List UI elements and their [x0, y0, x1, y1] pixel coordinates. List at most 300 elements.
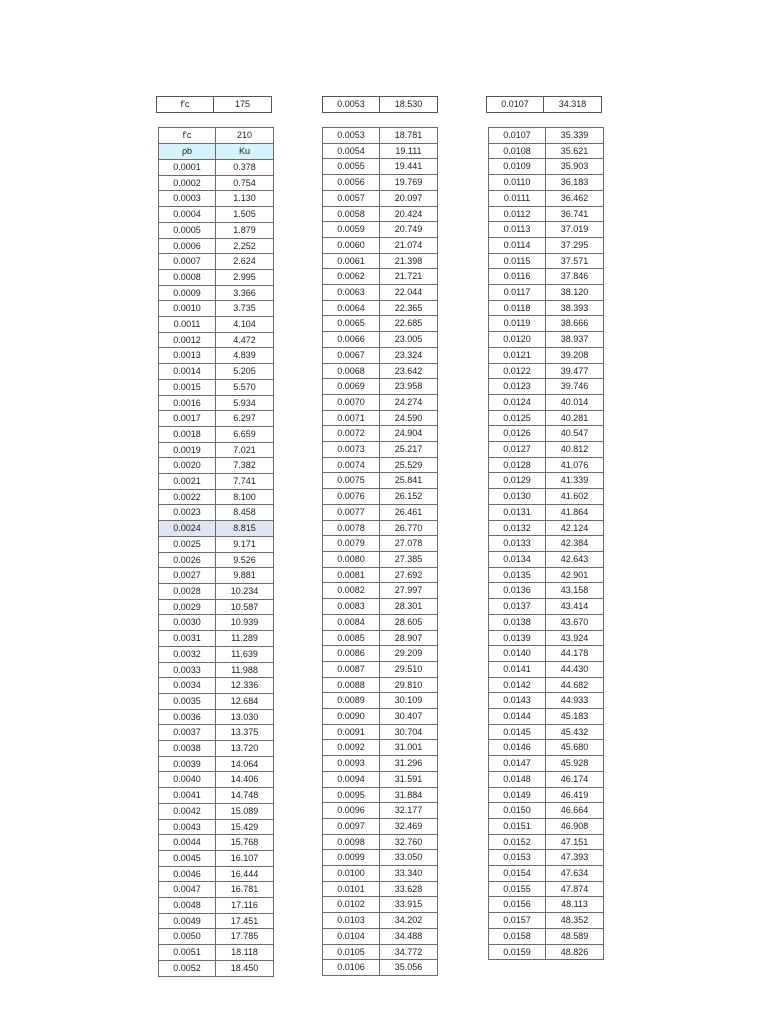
- ku-cell[interactable]: 45.680: [546, 740, 604, 756]
- rho-cell[interactable]: 0.0010: [159, 301, 216, 317]
- ku-cell[interactable]: 9.171: [216, 536, 274, 552]
- ku-cell[interactable]: 46.419: [546, 787, 604, 803]
- rho-cell[interactable]: 0.0106: [323, 960, 380, 976]
- ku-cell[interactable]: 23.642: [380, 363, 438, 379]
- rho-cell[interactable]: 0.0100: [323, 866, 380, 882]
- rho-cell[interactable]: 0.0049: [159, 913, 216, 929]
- rho-cell[interactable]: 0.0153: [489, 850, 546, 866]
- rho-cell[interactable]: 0.0024: [159, 521, 216, 537]
- rho-cell[interactable]: 0.0116: [489, 269, 546, 285]
- ku-cell[interactable]: 13.375: [216, 725, 274, 741]
- rho-cell[interactable]: 0.0048: [159, 898, 216, 914]
- rho-cell[interactable]: 0.0068: [323, 363, 380, 379]
- rho-cell[interactable]: 0.0003: [159, 191, 216, 207]
- ku-cell[interactable]: 27.997: [380, 583, 438, 599]
- rho-cell[interactable]: 0.0029: [159, 599, 216, 615]
- ku-cell[interactable]: 31.884: [380, 787, 438, 803]
- ku-cell[interactable]: 33.340: [380, 866, 438, 882]
- rho-cell[interactable]: 0.0108: [489, 143, 546, 159]
- ku-cell[interactable]: 29.810: [380, 677, 438, 693]
- rho-cell[interactable]: 0.0025: [159, 536, 216, 552]
- rho-cell[interactable]: 0.0122: [489, 363, 546, 379]
- ku-cell[interactable]: 42.384: [546, 536, 604, 552]
- ku-cell[interactable]: 29.510: [380, 661, 438, 677]
- ku-cell[interactable]: 26.461: [380, 504, 438, 520]
- rho-cell[interactable]: 0.0151: [489, 818, 546, 834]
- rho-cell[interactable]: 0.0147: [489, 756, 546, 772]
- ku-cell[interactable]: 45.432: [546, 724, 604, 740]
- rho-cell[interactable]: 0.0033: [159, 662, 216, 678]
- rho-cell[interactable]: 0.0045: [159, 850, 216, 866]
- ku-cell[interactable]: 47.634: [546, 866, 604, 882]
- ku-cell[interactable]: 14.748: [216, 788, 274, 804]
- rho-cell[interactable]: 0.0026: [159, 552, 216, 568]
- ku-cell[interactable]: 15.429: [216, 819, 274, 835]
- rho-cell[interactable]: 0.0110: [489, 175, 546, 191]
- rho-cell[interactable]: 0.0154: [489, 866, 546, 882]
- ku-cell[interactable]: 35.903: [546, 159, 604, 175]
- rho-cell[interactable]: 0.0002: [159, 175, 216, 191]
- rho-cell[interactable]: 0.0135: [489, 567, 546, 583]
- fc-value-cell[interactable]: 210: [216, 128, 274, 144]
- rho-cell[interactable]: 0.0104: [323, 928, 380, 944]
- rho-cell[interactable]: 0.0020: [159, 458, 216, 474]
- rho-cell[interactable]: 0.0080: [323, 551, 380, 567]
- rho-cell[interactable]: 0.0107: [489, 128, 546, 144]
- summary-cell-rho[interactable]: 0.0107: [487, 97, 544, 113]
- ku-cell[interactable]: 33.915: [380, 897, 438, 913]
- rho-cell[interactable]: 0.0066: [323, 332, 380, 348]
- ku-cell[interactable]: 7.741: [216, 474, 274, 490]
- ku-cell[interactable]: 48.113: [546, 897, 604, 913]
- ku-cell[interactable]: 15.089: [216, 803, 274, 819]
- ku-cell[interactable]: 16.107: [216, 850, 274, 866]
- ku-cell[interactable]: 8.458: [216, 505, 274, 521]
- rho-cell[interactable]: 0.0060: [323, 237, 380, 253]
- summary-cell-ku[interactable]: 18.530: [380, 97, 438, 113]
- rho-cell[interactable]: 0.0143: [489, 693, 546, 709]
- rho-cell[interactable]: 0.0095: [323, 787, 380, 803]
- rho-cell[interactable]: 0.0078: [323, 520, 380, 536]
- ku-cell[interactable]: 22.365: [380, 300, 438, 316]
- ku-cell[interactable]: 25.841: [380, 473, 438, 489]
- ku-cell[interactable]: 23.324: [380, 347, 438, 363]
- ku-cell[interactable]: 12.684: [216, 693, 274, 709]
- ku-cell[interactable]: 36.183: [546, 175, 604, 191]
- rho-cell[interactable]: 0.0052: [159, 960, 216, 976]
- rho-cell[interactable]: 0.0056: [323, 175, 380, 191]
- rho-cell[interactable]: 0.0019: [159, 442, 216, 458]
- ku-cell[interactable]: 13.030: [216, 709, 274, 725]
- ku-cell[interactable]: 1.879: [216, 222, 274, 238]
- ku-cell[interactable]: 11.639: [216, 646, 274, 662]
- rho-cell[interactable]: 0.0090: [323, 709, 380, 725]
- rho-cell[interactable]: 0.0041: [159, 788, 216, 804]
- ku-cell[interactable]: 23.005: [380, 332, 438, 348]
- rho-cell[interactable]: 0.0008: [159, 269, 216, 285]
- rho-cell[interactable]: 0.0079: [323, 536, 380, 552]
- rho-cell[interactable]: 0.0067: [323, 347, 380, 363]
- ku-cell[interactable]: 12.336: [216, 678, 274, 694]
- rho-cell[interactable]: 0.0085: [323, 630, 380, 646]
- ku-cell[interactable]: 31.001: [380, 740, 438, 756]
- rho-cell[interactable]: 0.0054: [323, 143, 380, 159]
- rho-cell[interactable]: 0.0044: [159, 835, 216, 851]
- ku-cell[interactable]: 37.295: [546, 237, 604, 253]
- ku-cell[interactable]: 22.685: [380, 316, 438, 332]
- rho-cell[interactable]: 0.0001: [159, 160, 216, 176]
- ku-cell[interactable]: 40.812: [546, 442, 604, 458]
- rho-cell[interactable]: 0.0063: [323, 285, 380, 301]
- summary-cell-label[interactable]: f'c: [157, 97, 214, 113]
- ku-cell[interactable]: 0.754: [216, 175, 274, 191]
- ku-cell[interactable]: 46.664: [546, 803, 604, 819]
- ku-cell[interactable]: 2.624: [216, 254, 274, 270]
- ku-cell[interactable]: 35.056: [380, 960, 438, 976]
- rho-cell[interactable]: 0.0091: [323, 724, 380, 740]
- ku-cell[interactable]: 33.050: [380, 850, 438, 866]
- fc-label-cell[interactable]: f'c: [159, 128, 216, 144]
- ku-cell[interactable]: 39.208: [546, 347, 604, 363]
- ku-cell[interactable]: 23.958: [380, 379, 438, 395]
- rho-cell[interactable]: 0.0023: [159, 505, 216, 521]
- ku-cell[interactable]: 17.785: [216, 929, 274, 945]
- rho-cell[interactable]: 0.0062: [323, 269, 380, 285]
- ku-cell[interactable]: 16.444: [216, 866, 274, 882]
- ku-cell[interactable]: 26.152: [380, 489, 438, 505]
- rho-cell[interactable]: 0.0117: [489, 285, 546, 301]
- ku-cell[interactable]: 39.477: [546, 363, 604, 379]
- summary-cell-value[interactable]: 175: [214, 97, 272, 113]
- ku-cell[interactable]: 4.104: [216, 317, 274, 333]
- ku-cell[interactable]: 9.526: [216, 552, 274, 568]
- rho-cell[interactable]: 0.0114: [489, 237, 546, 253]
- ku-cell[interactable]: 3.735: [216, 301, 274, 317]
- rho-cell[interactable]: 0.0069: [323, 379, 380, 395]
- rho-cell[interactable]: 0.0027: [159, 568, 216, 584]
- ku-cell[interactable]: 9.881: [216, 568, 274, 584]
- rho-cell[interactable]: 0.0134: [489, 551, 546, 567]
- ku-cell[interactable]: 40.547: [546, 426, 604, 442]
- ku-cell[interactable]: 27.078: [380, 536, 438, 552]
- ku-cell[interactable]: 6.659: [216, 426, 274, 442]
- rho-cell[interactable]: 0.0102: [323, 897, 380, 913]
- ku-cell[interactable]: 43.158: [546, 583, 604, 599]
- ku-cell[interactable]: 10.939: [216, 615, 274, 631]
- ku-cell[interactable]: 44.178: [546, 646, 604, 662]
- rho-cell[interactable]: 0.0133: [489, 536, 546, 552]
- rho-cell[interactable]: 0.0014: [159, 364, 216, 380]
- ku-cell[interactable]: 8.100: [216, 489, 274, 505]
- rho-cell[interactable]: 0.0047: [159, 882, 216, 898]
- ku-cell[interactable]: 20.097: [380, 190, 438, 206]
- rho-cell[interactable]: 0.0064: [323, 300, 380, 316]
- rho-cell[interactable]: 0.0007: [159, 254, 216, 270]
- rho-cell[interactable]: 0.0112: [489, 206, 546, 222]
- summary-cell-rho[interactable]: 0.0053: [323, 97, 380, 113]
- rho-cell[interactable]: 0.0121: [489, 347, 546, 363]
- ku-cell[interactable]: 1.505: [216, 207, 274, 223]
- column-header-rho[interactable]: ρb: [159, 144, 216, 160]
- ku-cell[interactable]: 27.692: [380, 567, 438, 583]
- ku-cell[interactable]: 36.462: [546, 190, 604, 206]
- ku-cell[interactable]: 47.393: [546, 850, 604, 866]
- ku-cell[interactable]: 4.472: [216, 332, 274, 348]
- rho-cell[interactable]: 0.0065: [323, 316, 380, 332]
- rho-cell[interactable]: 0.0148: [489, 771, 546, 787]
- ku-cell[interactable]: 18.450: [216, 960, 274, 976]
- rho-cell[interactable]: 0.0098: [323, 834, 380, 850]
- ku-cell[interactable]: 10.587: [216, 599, 274, 615]
- rho-cell[interactable]: 0.0028: [159, 583, 216, 599]
- rho-cell[interactable]: 0.0076: [323, 489, 380, 505]
- ku-cell[interactable]: 24.904: [380, 426, 438, 442]
- rho-cell[interactable]: 0.0141: [489, 661, 546, 677]
- rho-cell[interactable]: 0.0115: [489, 253, 546, 269]
- ku-cell[interactable]: 11.988: [216, 662, 274, 678]
- ku-cell[interactable]: 38.666: [546, 316, 604, 332]
- rho-cell[interactable]: 0.0094: [323, 771, 380, 787]
- rho-cell[interactable]: 0.0009: [159, 285, 216, 301]
- ku-cell[interactable]: 15.768: [216, 835, 274, 851]
- ku-cell[interactable]: 14.064: [216, 756, 274, 772]
- rho-cell[interactable]: 0.0073: [323, 442, 380, 458]
- rho-cell[interactable]: 0.0057: [323, 190, 380, 206]
- ku-cell[interactable]: 46.174: [546, 771, 604, 787]
- ku-cell[interactable]: 44.430: [546, 661, 604, 677]
- rho-cell[interactable]: 0.0055: [323, 159, 380, 175]
- ku-cell[interactable]: 26.770: [380, 520, 438, 536]
- rho-cell[interactable]: 0.0155: [489, 881, 546, 897]
- ku-cell[interactable]: 6.297: [216, 411, 274, 427]
- ku-cell[interactable]: 32.469: [380, 818, 438, 834]
- ku-cell[interactable]: 45.183: [546, 709, 604, 725]
- ku-cell[interactable]: 10.234: [216, 583, 274, 599]
- ku-cell[interactable]: 37.019: [546, 222, 604, 238]
- rho-cell[interactable]: 0.0038: [159, 741, 216, 757]
- ku-cell[interactable]: 22.044: [380, 285, 438, 301]
- rho-cell[interactable]: 0.0046: [159, 866, 216, 882]
- rho-cell[interactable]: 0.0150: [489, 803, 546, 819]
- rho-cell[interactable]: 0.0145: [489, 724, 546, 740]
- rho-cell[interactable]: 0.0021: [159, 474, 216, 490]
- ku-cell[interactable]: 21.074: [380, 237, 438, 253]
- rho-cell[interactable]: 0.0125: [489, 410, 546, 426]
- rho-cell[interactable]: 0.0126: [489, 426, 546, 442]
- rho-cell[interactable]: 0.0072: [323, 426, 380, 442]
- ku-cell[interactable]: 30.704: [380, 724, 438, 740]
- ku-cell[interactable]: 8.815: [216, 521, 274, 537]
- rho-cell[interactable]: 0.0124: [489, 394, 546, 410]
- ku-cell[interactable]: 35.621: [546, 143, 604, 159]
- rho-cell[interactable]: 0.0118: [489, 300, 546, 316]
- ku-cell[interactable]: 25.529: [380, 457, 438, 473]
- rho-cell[interactable]: 0.0005: [159, 222, 216, 238]
- rho-cell[interactable]: 0.0111: [489, 190, 546, 206]
- rho-cell[interactable]: 0.0089: [323, 693, 380, 709]
- rho-cell[interactable]: 0.0032: [159, 646, 216, 662]
- rho-cell[interactable]: 0.0113: [489, 222, 546, 238]
- rho-cell[interactable]: 0.0157: [489, 913, 546, 929]
- rho-cell[interactable]: 0.0081: [323, 567, 380, 583]
- rho-cell[interactable]: 0.0138: [489, 614, 546, 630]
- ku-cell[interactable]: 42.901: [546, 567, 604, 583]
- rho-cell[interactable]: 0.0004: [159, 207, 216, 223]
- rho-cell[interactable]: 0.0071: [323, 410, 380, 426]
- ku-cell[interactable]: 32.177: [380, 803, 438, 819]
- ku-cell[interactable]: 5.934: [216, 395, 274, 411]
- ku-cell[interactable]: 24.590: [380, 410, 438, 426]
- ku-cell[interactable]: 20.424: [380, 206, 438, 222]
- ku-cell[interactable]: 32.760: [380, 834, 438, 850]
- ku-cell[interactable]: 47.151: [546, 834, 604, 850]
- rho-cell[interactable]: 0.0084: [323, 614, 380, 630]
- rho-cell[interactable]: 0.0156: [489, 897, 546, 913]
- rho-cell[interactable]: 0.0058: [323, 206, 380, 222]
- ku-cell[interactable]: 25.217: [380, 442, 438, 458]
- rho-cell[interactable]: 0.0120: [489, 332, 546, 348]
- ku-cell[interactable]: 28.907: [380, 630, 438, 646]
- rho-cell[interactable]: 0.0136: [489, 583, 546, 599]
- ku-cell[interactable]: 18.118: [216, 945, 274, 961]
- rho-cell[interactable]: 0.0093: [323, 756, 380, 772]
- ku-cell[interactable]: 27.385: [380, 551, 438, 567]
- rho-cell[interactable]: 0.0074: [323, 457, 380, 473]
- ku-cell[interactable]: 30.407: [380, 709, 438, 725]
- ku-cell[interactable]: 43.414: [546, 599, 604, 615]
- ku-cell[interactable]: 46.908: [546, 818, 604, 834]
- ku-cell[interactable]: 17.116: [216, 898, 274, 914]
- rho-cell[interactable]: 0.0146: [489, 740, 546, 756]
- ku-cell[interactable]: 40.281: [546, 410, 604, 426]
- ku-cell[interactable]: 45.928: [546, 756, 604, 772]
- rho-cell[interactable]: 0.0099: [323, 850, 380, 866]
- rho-cell[interactable]: 0.0083: [323, 599, 380, 615]
- rho-cell[interactable]: 0.0053: [323, 128, 380, 144]
- ku-cell[interactable]: 30.109: [380, 693, 438, 709]
- rho-cell[interactable]: 0.0132: [489, 520, 546, 536]
- ku-cell[interactable]: 1.130: [216, 191, 274, 207]
- rho-cell[interactable]: 0.0042: [159, 803, 216, 819]
- ku-cell[interactable]: 41.076: [546, 457, 604, 473]
- ku-cell[interactable]: 21.721: [380, 269, 438, 285]
- rho-cell[interactable]: 0.0017: [159, 411, 216, 427]
- ku-cell[interactable]: 37.846: [546, 269, 604, 285]
- rho-cell[interactable]: 0.0059: [323, 222, 380, 238]
- rho-cell[interactable]: 0.0101: [323, 881, 380, 897]
- ku-cell[interactable]: 48.589: [546, 928, 604, 944]
- rho-cell[interactable]: 0.0139: [489, 630, 546, 646]
- ku-cell[interactable]: 17.451: [216, 913, 274, 929]
- rho-cell[interactable]: 0.0092: [323, 740, 380, 756]
- rho-cell[interactable]: 0.0142: [489, 677, 546, 693]
- ku-cell[interactable]: 38.937: [546, 332, 604, 348]
- rho-cell[interactable]: 0.0140: [489, 646, 546, 662]
- rho-cell[interactable]: 0.0051: [159, 945, 216, 961]
- summary-cell-ku[interactable]: 34.318: [544, 97, 602, 113]
- ku-cell[interactable]: 44.682: [546, 677, 604, 693]
- ku-cell[interactable]: 36.741: [546, 206, 604, 222]
- ku-cell[interactable]: 38.393: [546, 300, 604, 316]
- rho-cell[interactable]: 0.0034: [159, 678, 216, 694]
- ku-cell[interactable]: 33.628: [380, 881, 438, 897]
- rho-cell[interactable]: 0.0082: [323, 583, 380, 599]
- rho-cell[interactable]: 0.0158: [489, 928, 546, 944]
- column-header-ku[interactable]: Ku: [216, 144, 274, 160]
- ku-cell[interactable]: 19.441: [380, 159, 438, 175]
- rho-cell[interactable]: 0.0086: [323, 646, 380, 662]
- rho-cell[interactable]: 0.0103: [323, 913, 380, 929]
- rho-cell[interactable]: 0.0159: [489, 944, 546, 960]
- ku-cell[interactable]: 4.839: [216, 348, 274, 364]
- rho-cell[interactable]: 0.0129: [489, 473, 546, 489]
- rho-cell[interactable]: 0.0144: [489, 709, 546, 725]
- rho-cell[interactable]: 0.0070: [323, 394, 380, 410]
- rho-cell[interactable]: 0.0013: [159, 348, 216, 364]
- ku-cell[interactable]: 7.382: [216, 458, 274, 474]
- ku-cell[interactable]: 2.995: [216, 269, 274, 285]
- ku-cell[interactable]: 34.488: [380, 928, 438, 944]
- rho-cell[interactable]: 0.0152: [489, 834, 546, 850]
- ku-cell[interactable]: 14.406: [216, 772, 274, 788]
- ku-cell[interactable]: 42.124: [546, 520, 604, 536]
- rho-cell[interactable]: 0.0128: [489, 457, 546, 473]
- rho-cell[interactable]: 0.0109: [489, 159, 546, 175]
- ku-cell[interactable]: 38.120: [546, 285, 604, 301]
- rho-cell[interactable]: 0.0149: [489, 787, 546, 803]
- ku-cell[interactable]: 48.352: [546, 913, 604, 929]
- ku-cell[interactable]: 0.378: [216, 160, 274, 176]
- ku-cell[interactable]: 48.826: [546, 944, 604, 960]
- rho-cell[interactable]: 0.0022: [159, 489, 216, 505]
- ku-cell[interactable]: 39.746: [546, 379, 604, 395]
- ku-cell[interactable]: 3.366: [216, 285, 274, 301]
- ku-cell[interactable]: 11.289: [216, 631, 274, 647]
- ku-cell[interactable]: 28.605: [380, 614, 438, 630]
- rho-cell[interactable]: 0.0127: [489, 442, 546, 458]
- rho-cell[interactable]: 0.0037: [159, 725, 216, 741]
- ku-cell[interactable]: 34.202: [380, 913, 438, 929]
- rho-cell[interactable]: 0.0018: [159, 426, 216, 442]
- rho-cell[interactable]: 0.0087: [323, 661, 380, 677]
- rho-cell[interactable]: 0.0040: [159, 772, 216, 788]
- ku-cell[interactable]: 7.021: [216, 442, 274, 458]
- rho-cell[interactable]: 0.0031: [159, 631, 216, 647]
- rho-cell[interactable]: 0.0006: [159, 238, 216, 254]
- ku-cell[interactable]: 5.205: [216, 364, 274, 380]
- ku-cell[interactable]: 13.720: [216, 741, 274, 757]
- ku-cell[interactable]: 29.209: [380, 646, 438, 662]
- ku-cell[interactable]: 24.274: [380, 394, 438, 410]
- rho-cell[interactable]: 0.0050: [159, 929, 216, 945]
- ku-cell[interactable]: 37.571: [546, 253, 604, 269]
- rho-cell[interactable]: 0.0123: [489, 379, 546, 395]
- ku-cell[interactable]: 41.602: [546, 489, 604, 505]
- ku-cell[interactable]: 21.398: [380, 253, 438, 269]
- rho-cell[interactable]: 0.0036: [159, 709, 216, 725]
- ku-cell[interactable]: 20.749: [380, 222, 438, 238]
- rho-cell[interactable]: 0.0119: [489, 316, 546, 332]
- ku-cell[interactable]: 2.252: [216, 238, 274, 254]
- ku-cell[interactable]: 28.301: [380, 599, 438, 615]
- rho-cell[interactable]: 0.0039: [159, 756, 216, 772]
- ku-cell[interactable]: 47.874: [546, 881, 604, 897]
- rho-cell[interactable]: 0.0137: [489, 599, 546, 615]
- rho-cell[interactable]: 0.0043: [159, 819, 216, 835]
- ku-cell[interactable]: 16.781: [216, 882, 274, 898]
- ku-cell[interactable]: 43.670: [546, 614, 604, 630]
- rho-cell[interactable]: 0.0012: [159, 332, 216, 348]
